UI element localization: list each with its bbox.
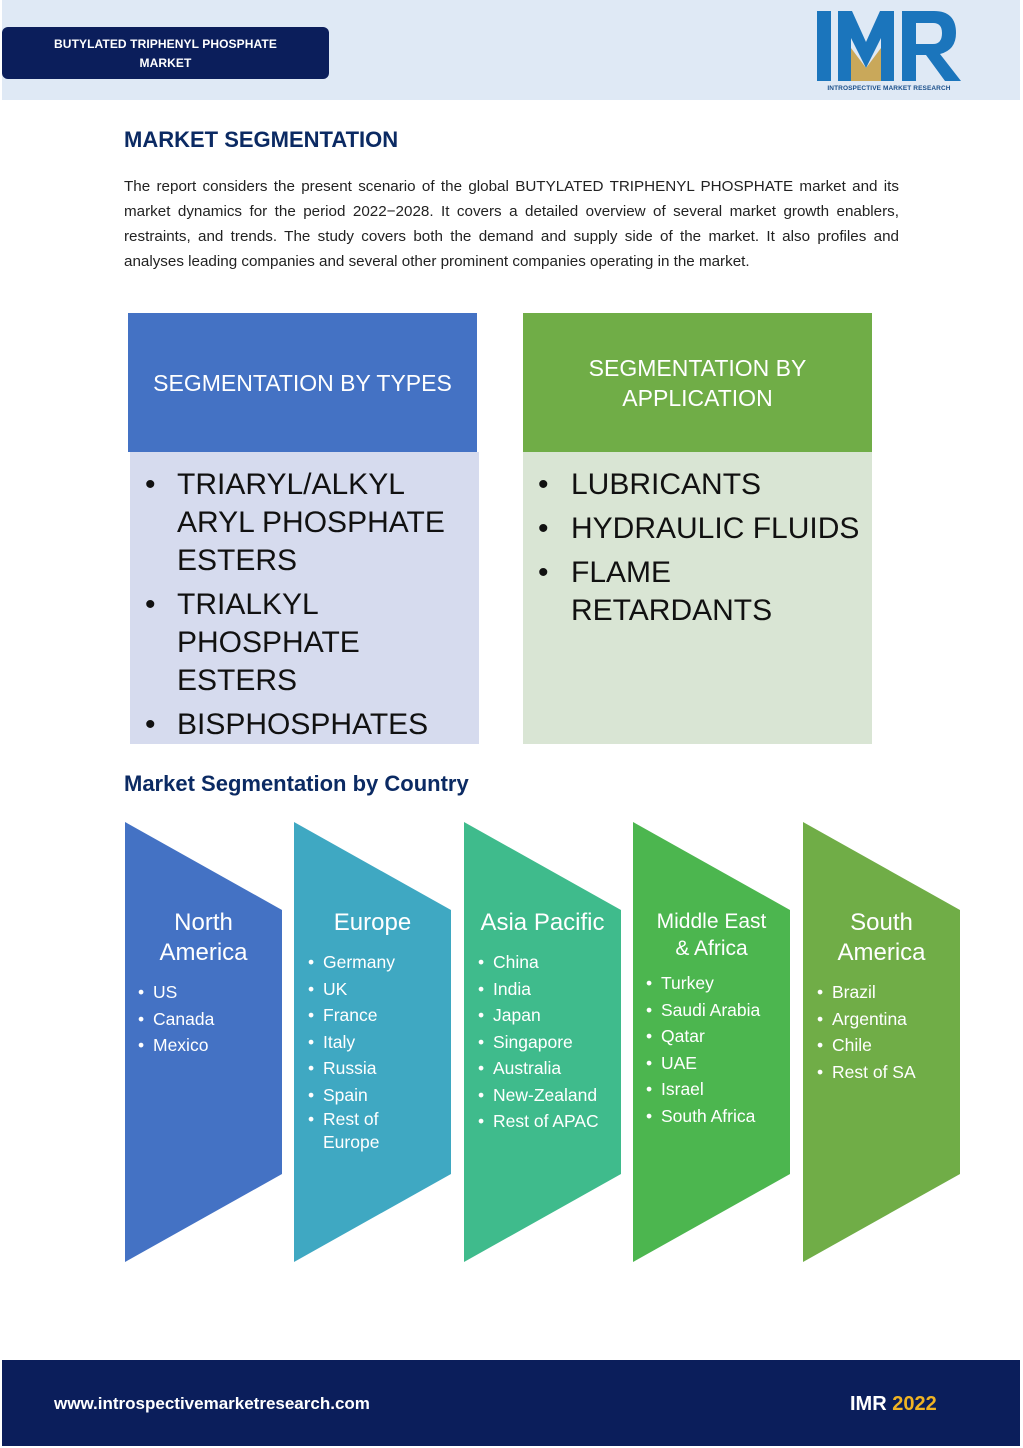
country-item: • US <box>138 979 214 1006</box>
intro-paragraph: The report considers the present scenario of the global BUTYLATED TRIPHENYL PHOSPHATE market and its market dynamics for the period 2022−2028. It covers a detailed overview of several market growth enablers, restraints, and trends. The study covers both the demand and supply side of the market. It also profiles and analyses leading companies and several other prominent companies operating in the market. <box>124 178 899 270</box>
report-title-badge <box>2 27 329 79</box>
region-title-line1: Middle East <box>656 910 767 933</box>
imr-logo <box>814 8 964 96</box>
region-country-list <box>817 979 916 1085</box>
country-item: • Chile <box>817 1032 916 1059</box>
country-item: • Italy <box>308 1029 448 1056</box>
country-item: • Australia <box>478 1055 599 1082</box>
country-item: • Canada <box>138 1006 214 1033</box>
report-title-line2: MARKET <box>139 56 192 70</box>
region-country-list <box>308 949 448 1157</box>
footer-website-link[interactable]: www.introspectivemarketresearch.com <box>54 1394 370 1413</box>
types-item: • TRIARYL/ALKYL ARYL PHOSPHATE ESTERS <box>130 466 479 580</box>
region-title-line1: North <box>174 909 233 936</box>
application-item: • FLAME RETARDANTS <box>523 554 872 630</box>
region-title-line1: Asia Pacific <box>480 909 605 936</box>
country-item: • Singapore <box>478 1029 599 1056</box>
region-country-list <box>478 949 599 1135</box>
footer-brand <box>850 1393 937 1416</box>
region-title <box>803 908 960 968</box>
country-item: • Turkey <box>646 970 760 997</box>
country-item: • France <box>308 1002 448 1029</box>
country-item: • Rest of SA <box>817 1059 916 1086</box>
types-item: • TRIALKYL PHOSPHATE ESTERS <box>130 586 479 700</box>
country-item: • Israel <box>646 1076 760 1103</box>
types-item: • BISPHOSPHATES <box>130 706 479 744</box>
country-item: • India <box>478 976 599 1003</box>
country-item: • Brazil <box>817 979 916 1006</box>
region-country-list <box>138 979 214 1059</box>
footer-brand-name: IMR <box>850 1393 887 1415</box>
page-footer <box>2 1360 1020 1446</box>
application-panel <box>523 452 872 744</box>
region-title <box>633 908 790 962</box>
region-title <box>125 908 282 968</box>
section-heading-segmentation: MARKET SEGMENTATION <box>124 127 399 152</box>
section-heading-country: Market Segmentation by Country <box>124 771 469 796</box>
country-item: • Mexico <box>138 1032 214 1059</box>
application-header <box>523 313 872 452</box>
region-title-line2: & Africa <box>675 937 748 960</box>
report-title-line1: BUTYLATED TRIPHENYL PHOSPHATE <box>54 37 277 51</box>
country-item: • Argentina <box>817 1006 916 1033</box>
types-panel <box>130 452 479 744</box>
country-item: • Russia <box>308 1055 448 1082</box>
region-title-line2: America <box>837 939 926 966</box>
logo-caption: INTROSPECTIVE MARKET RESEARCH <box>827 85 951 92</box>
country-item: • Qatar <box>646 1023 760 1050</box>
types-title: SEGMENTATION BY TYPES <box>153 369 452 396</box>
country-item: • UK <box>308 976 448 1003</box>
application-title-line2: APPLICATION <box>622 384 773 411</box>
region-chevron-middle-east-africa <box>633 822 790 1262</box>
country-item: • Saudi Arabia <box>646 997 760 1024</box>
types-list <box>130 452 479 744</box>
country-item: • Rest of APAC <box>478 1108 599 1135</box>
application-item: • LUBRICANTS <box>523 466 872 504</box>
region-title <box>464 908 621 938</box>
country-item: • Rest of Europe <box>308 1108 403 1157</box>
region-title <box>294 908 451 938</box>
country-item: • South Africa <box>646 1103 760 1130</box>
types-header <box>128 313 477 452</box>
country-item: • Germany <box>308 949 448 976</box>
footer-year: 2022 <box>892 1393 937 1415</box>
country-item: • Japan <box>478 1002 599 1029</box>
application-title-line1: SEGMENTATION BY <box>588 354 807 381</box>
country-item: • China <box>478 949 599 976</box>
region-chevron-asia-pacific <box>464 822 621 1262</box>
region-country-list <box>646 970 760 1129</box>
country-item: • New-Zealand <box>478 1082 599 1109</box>
page-header <box>2 0 1020 100</box>
imr-logo-mark <box>814 8 964 84</box>
region-chevron-north-america <box>125 822 282 1262</box>
region-chevron-south-america <box>803 822 960 1262</box>
application-item: • HYDRAULIC FLUIDS <box>523 510 872 548</box>
region-title-line2: America <box>159 939 248 966</box>
country-item: • UAE <box>646 1050 760 1077</box>
country-item: • Spain <box>308 1082 448 1109</box>
application-list <box>523 452 872 630</box>
region-chevron-europe <box>294 822 451 1262</box>
region-title-line1: South <box>850 909 913 936</box>
region-title-line1: Europe <box>333 909 412 936</box>
